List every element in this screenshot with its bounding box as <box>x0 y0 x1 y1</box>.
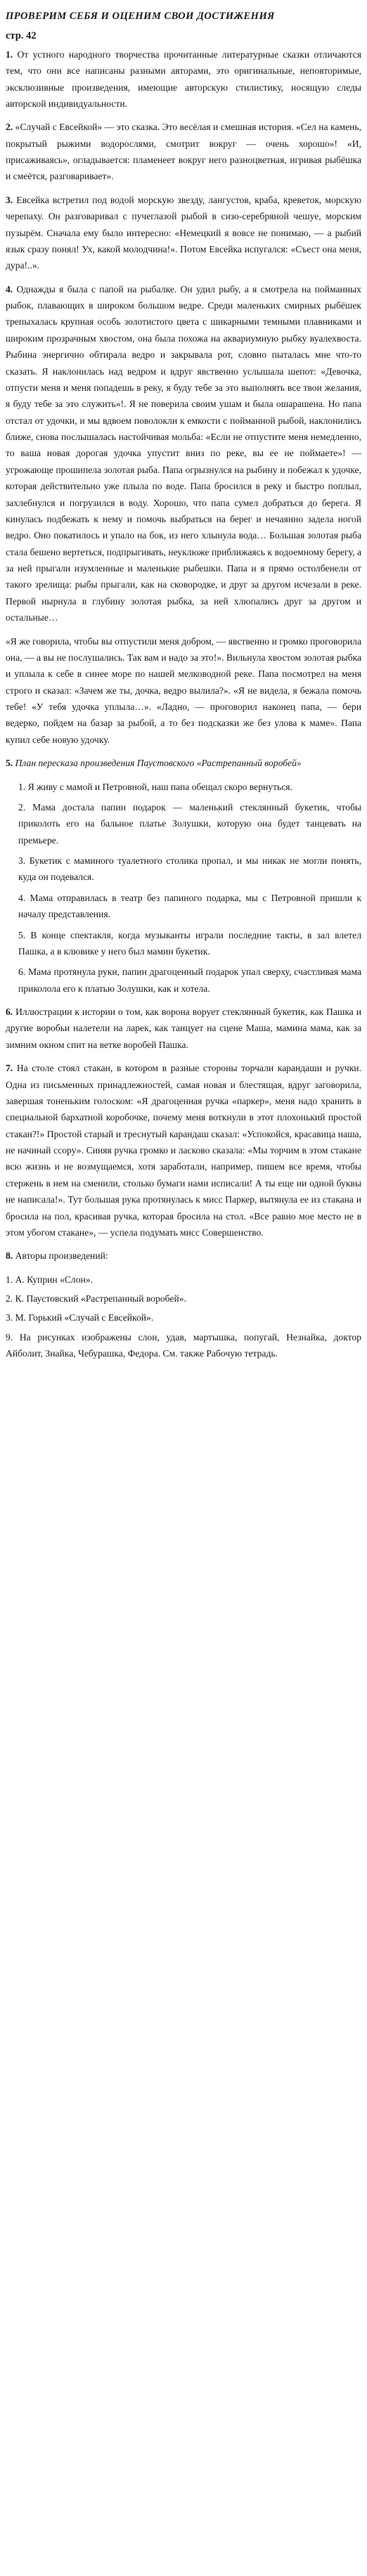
answer-6 <box>6 1004 361 1053</box>
page-reference: стр. 42 <box>6 30 37 41</box>
plan-item: 6. Мама протянула руки, папин драгоценный подарок упал сверху, счастливая мама приколола его к платью Золушки, как и хотела. <box>18 966 361 994</box>
author-item: 3. М. Горький «Случай с Евсейкой». <box>6 1312 154 1323</box>
answer-text: «Случай с Евсейкой» — это сказка. Это весёлая и смешная история. «Сел на камень, покрытый рыжими водорослями, смотрит вокруг — очень хорошо»! «И, присаживаясь», огладывается: пламенеет вокруг него разноцветная, игривая рыбёшка и смеётся, разговаривает». <box>6 122 361 182</box>
answer-text: Иллюстрации к истории о том, как ворона ворует стеклянный букетик, как Пашка и другие воробьи налетели на ларек, как танцует на сцене Маша, мамина мама, как за зимним окном спит на ветке воробей Пашка. <box>6 1007 361 1050</box>
answer-number: 1. <box>6 48 13 60</box>
plan-item: 3. Букетик с маминого туалетного столика пропал, и мы никак не могли понять, куда он подевался. <box>18 855 361 883</box>
answer-5 <box>6 755 361 771</box>
plan-title: План пересказа произведения Паустовского «Растрепанный воробей» <box>15 758 302 769</box>
answer-4 <box>6 281 361 626</box>
answer-4-continued <box>6 633 361 749</box>
answer-text: От устного народного творчества прочитанные литературные сказки отличаются тем, что они все написаны разными авторами, это оригинальные, неповторимые, эксклюзивные произведения, имеющие авторскую стилистику, носящую следы авторской индивидуальности. <box>6 48 361 109</box>
answer-number: 4. <box>6 283 13 295</box>
answer-number: 6. <box>6 1007 13 1018</box>
page-title: ПРОВЕРИМ СЕБЯ И ОЦЕНИМ СВОИ ДОСТИЖЕНИЯ <box>6 11 275 22</box>
answer-text: Евсейка встретил под водой морскую звезду, лангустов, краба, креветок, морскую черепаху. Он разговаривал с пучеглазой рыбой в сизо-серебряной чешуе, морским пузырём. Сначала ему было интересно: «Немецкий я вовсе не понимаю, — а рыбий язык сразу понял! Ух, какой молодчина!». Потом Евсейка испугался: «Съест она меня, дура!..». <box>6 194 361 271</box>
author-item: 1. А. Куприн «Слон». <box>6 1274 93 1285</box>
plan-item: 4. Мама отправилась в театр без папиного подарка, мы с Петровной пришли к началу представления. <box>18 892 361 920</box>
answers-section-1 <box>6 46 361 772</box>
answer-number: 8. <box>6 1250 13 1262</box>
authors-list <box>6 1271 361 1362</box>
answer-number: 3. <box>6 194 13 205</box>
answer-2 <box>6 119 361 185</box>
plan-list <box>6 779 361 997</box>
answer-9: 9. На рисунках изображены слон, удав, мартышка, попугай, Незнайка, доктор Айболит, Знайка, Чебурашка, Федора. См. также Рабочую тетрадь. <box>6 1331 361 1359</box>
answer-text: Однажды я была с папой на рыбалке. Он удил рыбу, а я смотрела на пойманных рыбок, плавающих в широком большом ведре. Среди маленьких смирных рыбёшек трепыхалась крупная особь золотистого цвета с шикарными темными плавниками и широким прозрачным хвостом, она была похожа на аквариумную рыбку вуалехвоста. Рыбина энергично обтирала ведро и закрывала рот, словно пыталась мне что-то сказать. Я наклонилась над ведром и вдруг явственно услышала шепот: «Девочка, отпусти меня и меня попадешь в реку, я буду тебе за это выполнять все твои желания, я буду тебе за это служить»!. Я не поверила своим ушам и была ошарашена. Но папа отстал от удочки, и мы вдвоем поволокли к емкости с пойманной рыбой, наклонились ближе, снова послышалась настойчивая мольба: «Если не отпустите меня немедленно, то ваша новая дорогая удочка упустит вниз по реке, вы ее не поймаете»! — угрожающе прошипела золотая рыба. Папа огрызнулся на рыбину и побежал к удочке, которая действительно уже плыла по воде. Папа бросился в реку и быстро поплыл, захлебнулся и погрузился в воду. Хорошо, что папа сумел добраться до берега. Я кинулась подбежать к нему и помочь выбраться на берег и нечаянно задела ногой ведро. Оно покатилось и упало на бок, из него хлынула вода… Большая золотая рыба стала бешено вертеться, подпрыгивать, неуклюже приближаясь к водоемному берегу, а за ней прыгали изумленные и маленькие рыбешки. Папа и я прямо остолбенели от такого зрелища: рыбы прыгали, как на сковородке, и друг за другом исчезали в реке. Первой нырнула в глубину золотая рыбка, за ней хлюпались друг за другом и остальные… <box>6 283 361 623</box>
answer-8 <box>6 1248 361 1264</box>
answer-text: Авторы произведений: <box>15 1250 108 1262</box>
plan-item: 5. В конце спектакля, когда музыканты играли последние такты, в зал влетел Пашка, а в клювике у него был мамин букетик. <box>18 929 361 957</box>
answer-text: «Я же говорила, чтобы вы отпустили меня добром, — явственно и громко проговорила она, — а вы не послушались. Так вам и надо за это!». Вильнула хвостом золотая рыбка и уплыла к себе в синее море по нашей мелководной реке. Папа посмотрел на меня строго и сказал: «Зачем же ты, дочка, ведро вылила?». «Я не видела, я бежала помочь тебе! «У тебя удочка уплыла…». «Ладно, — проговорил наконец папа, — бери ведерко, пойдем на базар за рыбой, а то без подсказки же без улова к маме». Папа купил себе новую удочку. <box>6 635 361 745</box>
answers-section-2 <box>6 1004 361 1264</box>
answer-number: 5. <box>6 758 13 769</box>
answer-number: 7. <box>6 1063 13 1074</box>
answer-3 <box>6 192 361 274</box>
answer-7 <box>6 1060 361 1241</box>
answer-text: На столе стоял стакан, в котором в разные стороны торчали карандаши и ручки. Одна из письменных принадлежностей, самая новая и блестящая, вдруг заговорила, завершая тоненьким голоском: «Я драгоценная ручка «паркер», меня надо хранить в специальной бархатной коробочке, почему меня воткнули в этот плохонький простой стакан?!» Простой старый и треснутый карандаш сказал: «Успокойся, красавица наша, не начинай ссору». Синяя ручка громко и ласково сказала: «Мы торчим в этом стакане всю жизнь и не возмущаемся, хотя заработали, например, пишем все время, чтобы стержень в нем на сменили, столько бумаги нами исписали! А ты еще ни одной буквы не написала!». Тут большая рука протянулась к мисс Паркер, вытянула ее из стакана и бросила на пол, красивая ручка, которая бросила на стол. «Все равно мое место не в этом убогом стакане», — успела подумать мисс Совершенство. <box>6 1063 361 1238</box>
answer-number: 2. <box>6 122 13 133</box>
plan-item: 2. Мама достала папин подарок — маленький стеклянный букетик, чтобы приколоть его на бальное платье Золушки, которую она будет танцевать на премьере. <box>18 801 361 846</box>
answer-1 <box>6 46 361 112</box>
author-item: 2. К. Паустовский «Растрепанный воробей». <box>6 1293 186 1305</box>
plan-item: 1. Я живу с мамой и Петровной, наш папа обещал скоро вернуться. <box>18 781 292 792</box>
